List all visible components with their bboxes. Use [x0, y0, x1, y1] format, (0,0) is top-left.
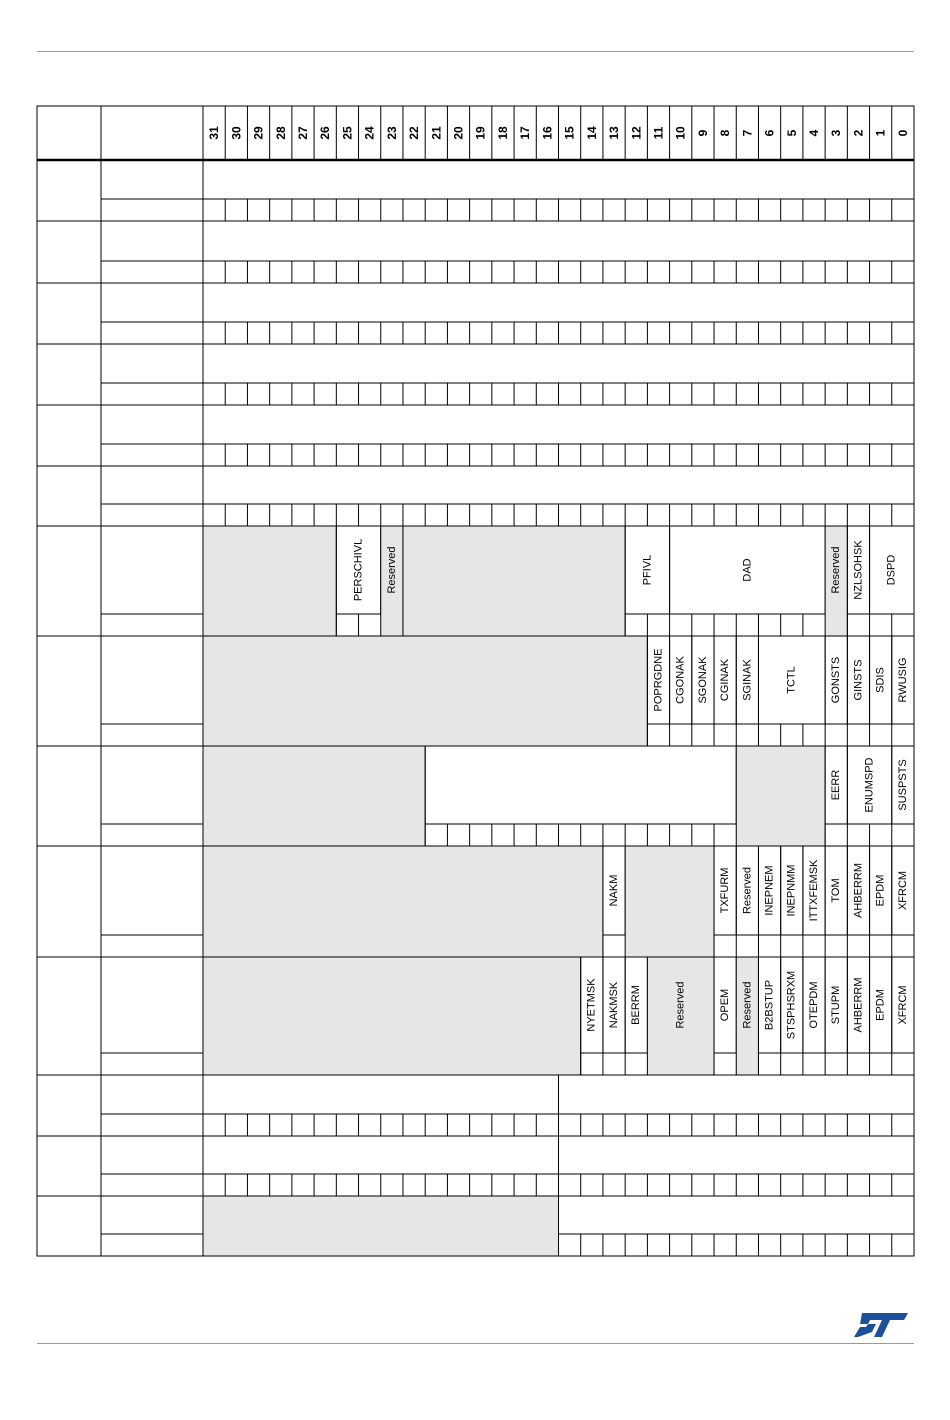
field-label: SGINAK: [741, 659, 754, 701]
field-label: CGONAK: [674, 656, 687, 704]
reserved-field: [203, 846, 603, 957]
reserved-field: [203, 957, 581, 1075]
bit-field: [559, 1196, 915, 1234]
field-label: AHBERRM: [852, 862, 865, 919]
field-label: EERR: [830, 769, 843, 801]
reserved-field: [736, 746, 825, 846]
bit-number-26: 26: [318, 126, 333, 140]
field-label: BERRM: [630, 985, 643, 1025]
field-label: XFRCM: [896, 985, 909, 1025]
field-label: XFRCM: [896, 870, 909, 911]
bit-field: [425, 746, 736, 824]
bit-number-1: 1: [873, 129, 888, 137]
reserved-field: [203, 636, 647, 746]
field-label: Reserved: [741, 866, 754, 915]
field-label: OPEM: [719, 988, 732, 1022]
bit-number-3: 3: [829, 129, 844, 137]
bit-field: [203, 1136, 559, 1174]
field-label: STUPM: [830, 985, 843, 1025]
field-label: EPDM: [874, 874, 887, 907]
bit-field: [203, 160, 914, 199]
field-label: PERSCHIVL: [352, 538, 365, 602]
bit-field: [203, 221, 914, 261]
bit-number-6: 6: [762, 129, 777, 137]
field-label: STSPHSRXM: [785, 970, 798, 1040]
bit-number-2: 2: [851, 129, 866, 137]
field-label: INEPNMM: [785, 864, 798, 917]
field-label: ITTXFEMSK: [807, 859, 820, 922]
bit-number-17: 17: [518, 126, 533, 140]
field-label: DAD: [741, 558, 754, 582]
bit-number-28: 28: [273, 126, 288, 140]
field-label: Reserved: [385, 546, 398, 594]
field-label: SGONAK: [696, 656, 709, 704]
reserved-field: [203, 526, 336, 636]
field-label: GONSTS: [830, 656, 843, 704]
reserved-field: [403, 526, 625, 636]
bit-number-8: 8: [718, 129, 733, 137]
reserved-field: [625, 846, 714, 957]
field-label: TXFURM: [719, 867, 732, 914]
field-label: CGINAK: [719, 658, 732, 702]
field-label: EPDM: [874, 989, 887, 1021]
field-label: B2BSTUP: [763, 979, 776, 1031]
field-label: OTEPDM: [807, 981, 820, 1029]
field-label: Reserved: [741, 981, 754, 1029]
field-label: NAKMSK: [607, 981, 620, 1029]
reserved-field: [203, 746, 425, 846]
bit-number-29: 29: [251, 126, 266, 140]
bit-number-19: 19: [473, 126, 488, 140]
field-label: ENUMSPD: [863, 757, 876, 813]
bit-number-10: 10: [673, 126, 688, 140]
field-label: Reserved: [830, 546, 843, 594]
bit-number-23: 23: [384, 126, 399, 140]
bit-number-25: 25: [340, 126, 355, 140]
bit-number-20: 20: [451, 126, 466, 140]
bit-number-13: 13: [607, 126, 622, 140]
field-label: AHBERRM: [852, 977, 865, 1033]
bit-number-7: 7: [740, 129, 755, 137]
bit-number-16: 16: [540, 126, 555, 140]
field-label: DSPD: [885, 554, 898, 586]
field-label: RWUSIG: [896, 657, 909, 703]
bit-field: [203, 466, 914, 504]
field-label: TCTL: [785, 666, 798, 694]
bit-field: [203, 405, 914, 444]
field-label: NZLSOHSK: [852, 540, 865, 600]
field-label: INEPNEM: [763, 865, 776, 916]
bit-number-15: 15: [562, 126, 577, 140]
bit-field: [203, 344, 914, 383]
bit-number-12: 12: [629, 126, 644, 140]
bit-number-18: 18: [495, 126, 510, 140]
field-label: GINSTS: [852, 659, 865, 701]
bit-number-30: 30: [229, 126, 244, 140]
bit-number-22: 22: [407, 126, 422, 140]
bit-number-0: 0: [895, 129, 910, 137]
bit-number-5: 5: [784, 129, 799, 137]
bit-number-27: 27: [295, 126, 310, 140]
field-label: Reserved: [674, 981, 687, 1029]
bit-field: [203, 283, 914, 322]
bit-field: [559, 1075, 915, 1114]
field-label: POPRGDNE: [652, 648, 665, 712]
reserved-field: [203, 1196, 559, 1256]
field-label: SUSPSTS: [896, 759, 909, 811]
bit-number-11: 11: [651, 126, 666, 140]
bit-number-4: 4: [807, 129, 822, 137]
st-logo-shape: [854, 1313, 908, 1337]
field-label: SDIS: [874, 667, 887, 693]
bit-number-24: 24: [362, 126, 377, 140]
bit-number-31: 31: [207, 126, 222, 140]
bit-field: [203, 1075, 559, 1114]
st-logo: [852, 1310, 910, 1340]
bit-field: [559, 1136, 915, 1174]
bit-number-21: 21: [429, 126, 444, 140]
field-label: TOM: [830, 878, 843, 903]
field-label: PFIVL: [641, 554, 654, 586]
bit-number-14: 14: [584, 126, 599, 140]
field-label: NYETMSK: [585, 978, 598, 1032]
field-label: NAKM: [607, 874, 620, 907]
bit-number-9: 9: [695, 129, 710, 137]
